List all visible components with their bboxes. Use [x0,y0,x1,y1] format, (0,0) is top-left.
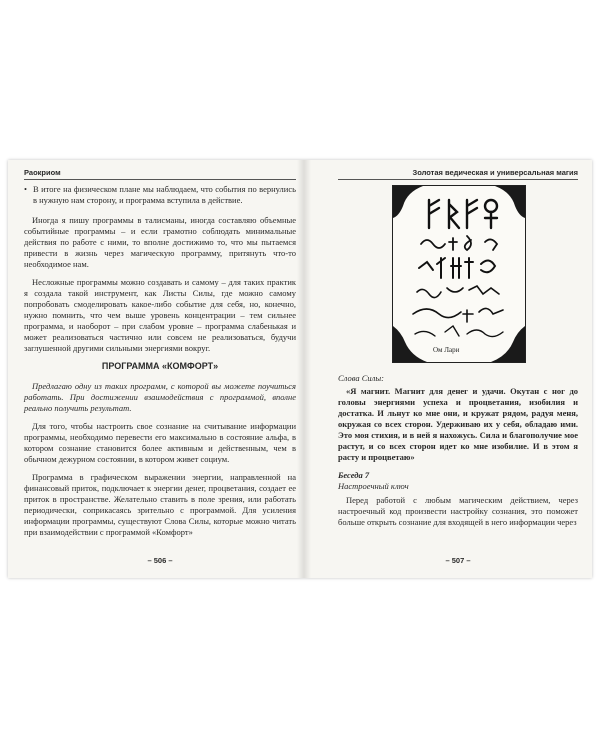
epigraph: Предлагаю одну из таких программ, с которой вы можете поучиться работать. При достижении взаимодействия с программой, вполне реально получить результат. [24,381,296,413]
right-running-head [338,169,578,180]
bullet-item [24,184,296,206]
talisman-image [392,185,526,363]
left-running-head-text: Раокриом [24,168,61,177]
left-page [24,160,296,578]
left-page-body [24,184,296,545]
left-running-head [24,169,296,180]
talisman-glyphs [393,186,525,362]
talisman-label: Ом Лари [433,346,460,354]
paragraph: Перед работой с любым магическим действием, через настроечный код произвести настройку сознания, это поможет больше открыть сознание для входящей в него информации через [338,495,578,527]
chapter-title: Беседа 7 [338,470,370,480]
section-heading: ПРОГРАММА «КОМФОРТ» [101,361,219,371]
right-running-head-text: Золотая ведическая и универсальная магия [412,168,578,177]
bullet-text: В итоге на физическом плане мы наблюдаем, что события по вернулись в нужную нам сторону, и программа вступила в действие. [33,184,296,205]
paragraph: Несложные программы можно создавать и самому – для таких практик я создала такой инструмент, как Листы Силы, где можно самому попробовать смоделировать какое-либо событие для себя, но, конечно, нужно помнить, что чем выше уровень концентрации – тем сильнее программа, и наоборот – при слабом уровне – программа слабенькая и может реализоваться частично или совсем не реализоваться, будучи заглушенной другими сильными энергиями вокруг. [24,277,296,353]
paragraph: Программа в графическом выражении энергии, направленной на финансовый приток, подключает к энергии денег, процветания, создает ее приток в пространстве. Желательно ставить в поле зрения, или работать периодически, соприкасаясь зрительно с программой. Для усиления информации программы, существуют Слова Силы, которые можно читать при взаимодействии с программой «Комфорт» [24,472,296,537]
left-page-number: – 506 – [147,556,173,565]
right-page-body [338,373,578,528]
paragraph: Для того, чтобы настроить свое сознание на считывание информации программы, необходимо перевести его максимально в состояние альфа, в котором сознание становится более активным и действенным, чем в обычном дежурном состоянии, в котором живет социум. [24,421,296,464]
book-gutter [297,160,311,578]
right-page [338,160,578,578]
incantation: «Я магнит. Магнит для денег и удачи. Окутан с ног до головы энергиями успеха и процветания, изобилия и достатка. И льнут ко мне они, и кружат рядом, радуя меня, окружая со всех сторон. Удерживаю их у себя, обладаю ими. Это моя стихия, и в ней я нахожусь. Сила и благополучие мое растут, и со всех сторон идет ко мне изобилие. И в этом я расту и процветаю» [338,386,578,462]
bullet-dot-icon: • [24,184,27,194]
right-page-number: – 507 – [445,556,471,565]
paragraph: Иногда я пишу программы в талисманы, иногда составляю объемные событийные программы – и если грамотно соблюдать минимальные действия по работе с ними, то вполне достижимо то, что мы пытаемся привести в жизнь через магическую программу, притянуть что-то необходимое нам. [24,215,296,269]
words-caption: Слова Силы: [338,373,384,383]
chapter-subtitle: Настроечный ключ [338,481,409,491]
